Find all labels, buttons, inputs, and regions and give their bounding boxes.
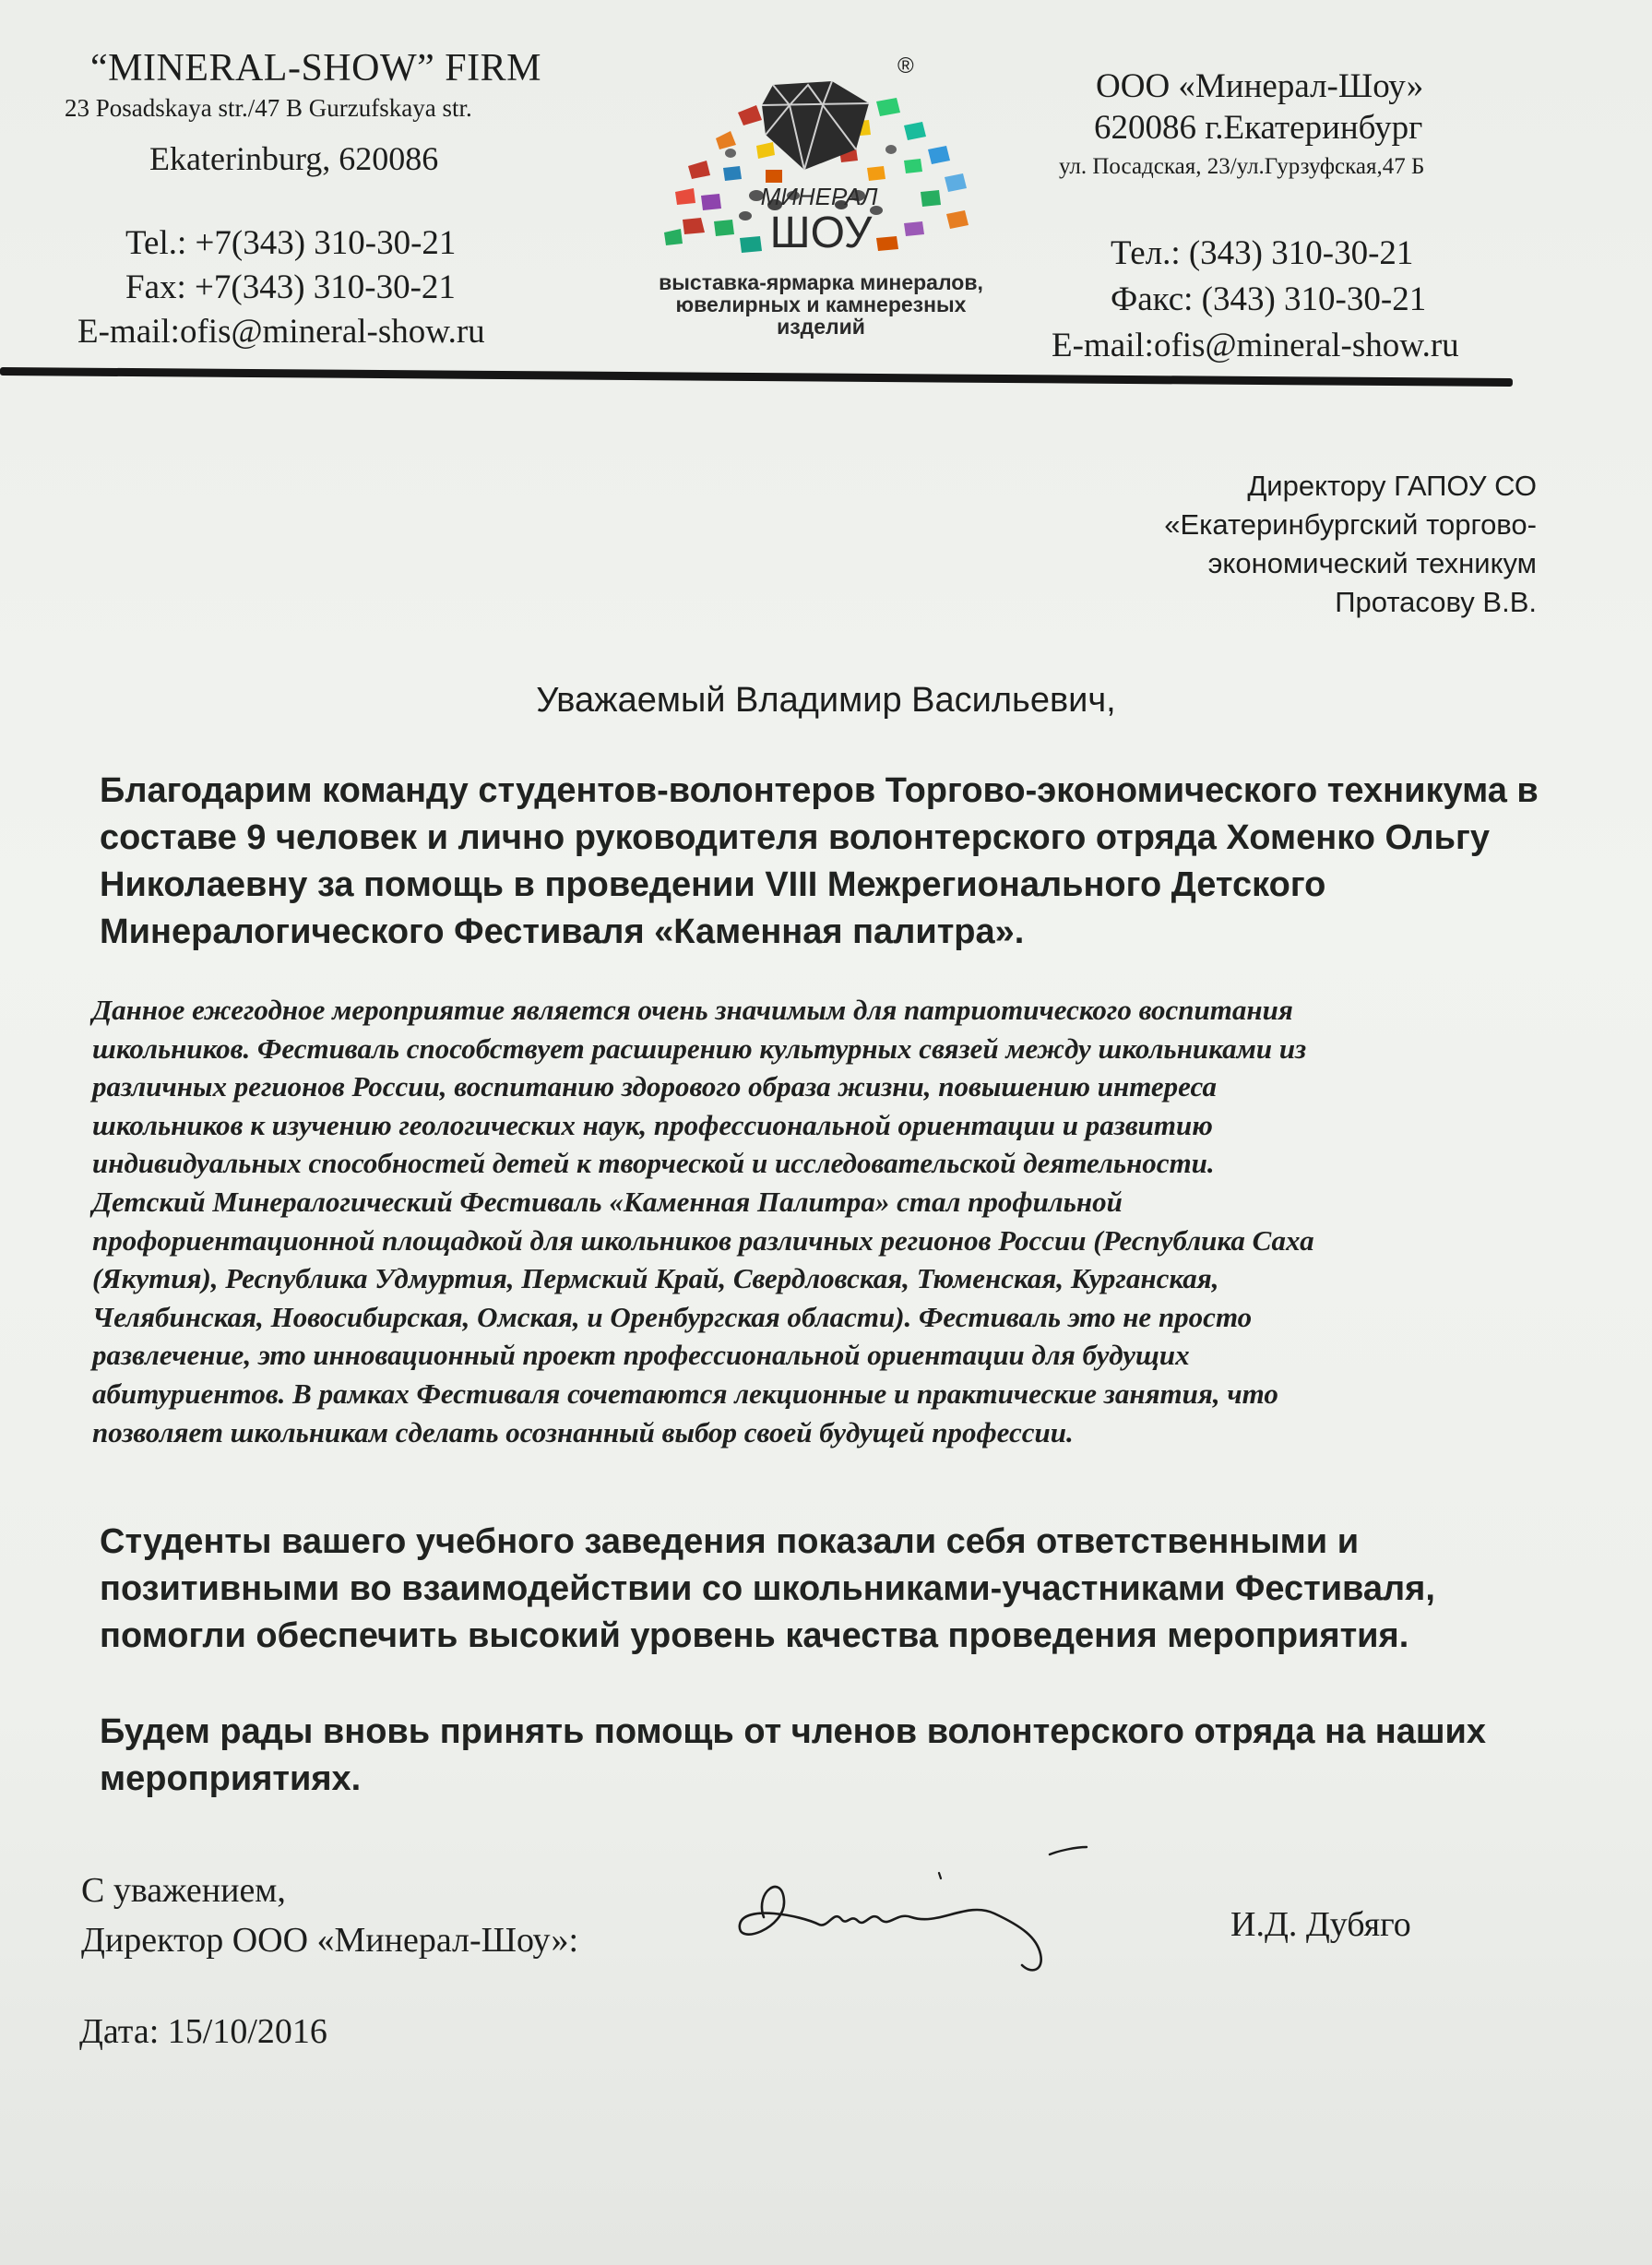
closing-position: Директор ООО «Минерал-Шоу»: (81, 1921, 579, 1960)
logo-tagline (627, 271, 1015, 338)
text-line: различных регионов России, воспитанию здорового образа жизни, повышению интереса (92, 1070, 1217, 1103)
tagline-line: выставка-ярмарка минералов, (659, 270, 983, 294)
fax-en: Fax: +7(343) 310-30-21 (125, 268, 456, 306)
paragraph-students-praise (100, 1519, 1539, 1660)
city-en: Ekaterinburg, 620086 (149, 140, 439, 177)
text-line: составе 9 человек и лично руководителя волонтерского отряда Хоменко Ольгу (100, 818, 1490, 857)
firm-name-en: “MINERAL-SHOW” FIRM (90, 47, 541, 89)
text-line: индивидуальных способностей детей к творческой и исследовательской деятельности. (92, 1147, 1215, 1180)
text-line: школьников к изучению геологических наук, профессиональной ориентации и развитию (92, 1108, 1213, 1141)
phone-ru: Тел.: (343) 310-30-21 (1111, 234, 1414, 272)
city-ru: 620086 г.Екатеринбург (1094, 109, 1423, 147)
letterhead-russian (1031, 66, 1548, 369)
firm-name-ru: ООО «Минерал-Шоу» (1096, 67, 1424, 105)
paragraph-invitation (100, 1709, 1539, 1803)
text-line: позволяет школьникам сделать осознанный выбор своей будущей профессии. (92, 1415, 1074, 1448)
addressee-line: экономический техникум (1207, 547, 1537, 579)
text-line: Николаевну за помощь в проведении VIII Межрегионального Детского (100, 865, 1326, 904)
text-line: помогли обеспечить высокий уровень качества проведения мероприятия. (100, 1616, 1409, 1655)
text-line: развлечение, это инновационный проект профессиональной ориентации для будущих (92, 1339, 1190, 1372)
text-line: профориентационной площадкой для школьников различных регионов России (Республика Саха (92, 1223, 1314, 1257)
mineral-show-logo (627, 54, 1015, 352)
text-line: Студенты вашего учебного заведения показали себя ответственными и (100, 1522, 1360, 1561)
paragraph-festival-description (92, 991, 1550, 1451)
tagline-line: ювелирных и камнерезных (675, 292, 967, 316)
logo-mark (627, 57, 1015, 274)
addressee-block (891, 467, 1537, 622)
letterhead-divider (0, 367, 1513, 387)
logo-word-top: МИНЕРАЛ (760, 183, 878, 210)
registered-mark: ® (897, 54, 914, 78)
text-line: Данное ежегодное мероприятие является очень значимым для патриотического воспитания (92, 994, 1293, 1026)
email-en: E-mail:ofis@mineral-show.ru (77, 313, 485, 351)
fax-ru: Факс: (343) 310-30-21 (1111, 280, 1427, 318)
text-line: школьников. Фестиваль способствует расширению культурных связей между школьниками из (92, 1031, 1307, 1065)
text-line: Будем рады вновь принять помощь от членов волонтерского отряда на наших (100, 1712, 1487, 1751)
text-line: мероприятиях. (100, 1759, 362, 1798)
handwritten-signature (718, 1836, 1096, 1993)
closing-block (81, 1866, 782, 1965)
text-line: абитуриентов. В рамках Фестиваля сочетаются лекционные и практические занятия, что (92, 1377, 1278, 1410)
addressee-line: Протасову В.В. (1335, 586, 1537, 618)
salutation: Уважаемый Владимир Васильевич, (536, 681, 1116, 720)
tagline-line: изделий (777, 315, 865, 339)
text-line: позитивными во взаимодействии со школьниками-участниками Фестиваля, (100, 1569, 1435, 1608)
text-line: Благодарим команду студентов-волонтеров Торгово-экономического техникума в (100, 771, 1539, 810)
signer-name: И.Д. Дубяго (1230, 1905, 1411, 1944)
letterhead-english (65, 46, 618, 354)
addressee-line: Директору ГАПОУ СО (1247, 470, 1537, 502)
email-ru: E-mail:ofis@mineral-show.ru (1052, 327, 1459, 364)
text-line: Минералогического Фестиваля «Каменная палитра». (100, 912, 1025, 951)
address-en: 23 Posadskaya str./47 B Gurzufskaya str. (65, 94, 472, 122)
text-line: Челябинская, Новосибирская, Омская, и Оренбургская области). Фестиваль это не просто (92, 1300, 1253, 1333)
phone-en: Tel.: +7(343) 310-30-21 (125, 224, 457, 262)
letter-date: Дата: 15/10/2016 (79, 2012, 327, 2051)
text-line: (Якутия), Республика Удмуртия, Пермский Край, Свердловская, Тюменская, Курганская, (92, 1262, 1219, 1295)
logo-word-bottom: ШОУ (769, 209, 873, 257)
address-ru: ул. Посадская, 23/ул.Гурзуфская,47 Б (1059, 154, 1425, 179)
closing-regards: С уважением, (81, 1871, 286, 1910)
addressee-line: «Екатеринбургский торгово- (1164, 508, 1537, 541)
paragraph-thanks (100, 768, 1539, 956)
text-line: Детский Минералогический Фестиваль «Каменная Палитра» стал профильной (92, 1185, 1123, 1218)
